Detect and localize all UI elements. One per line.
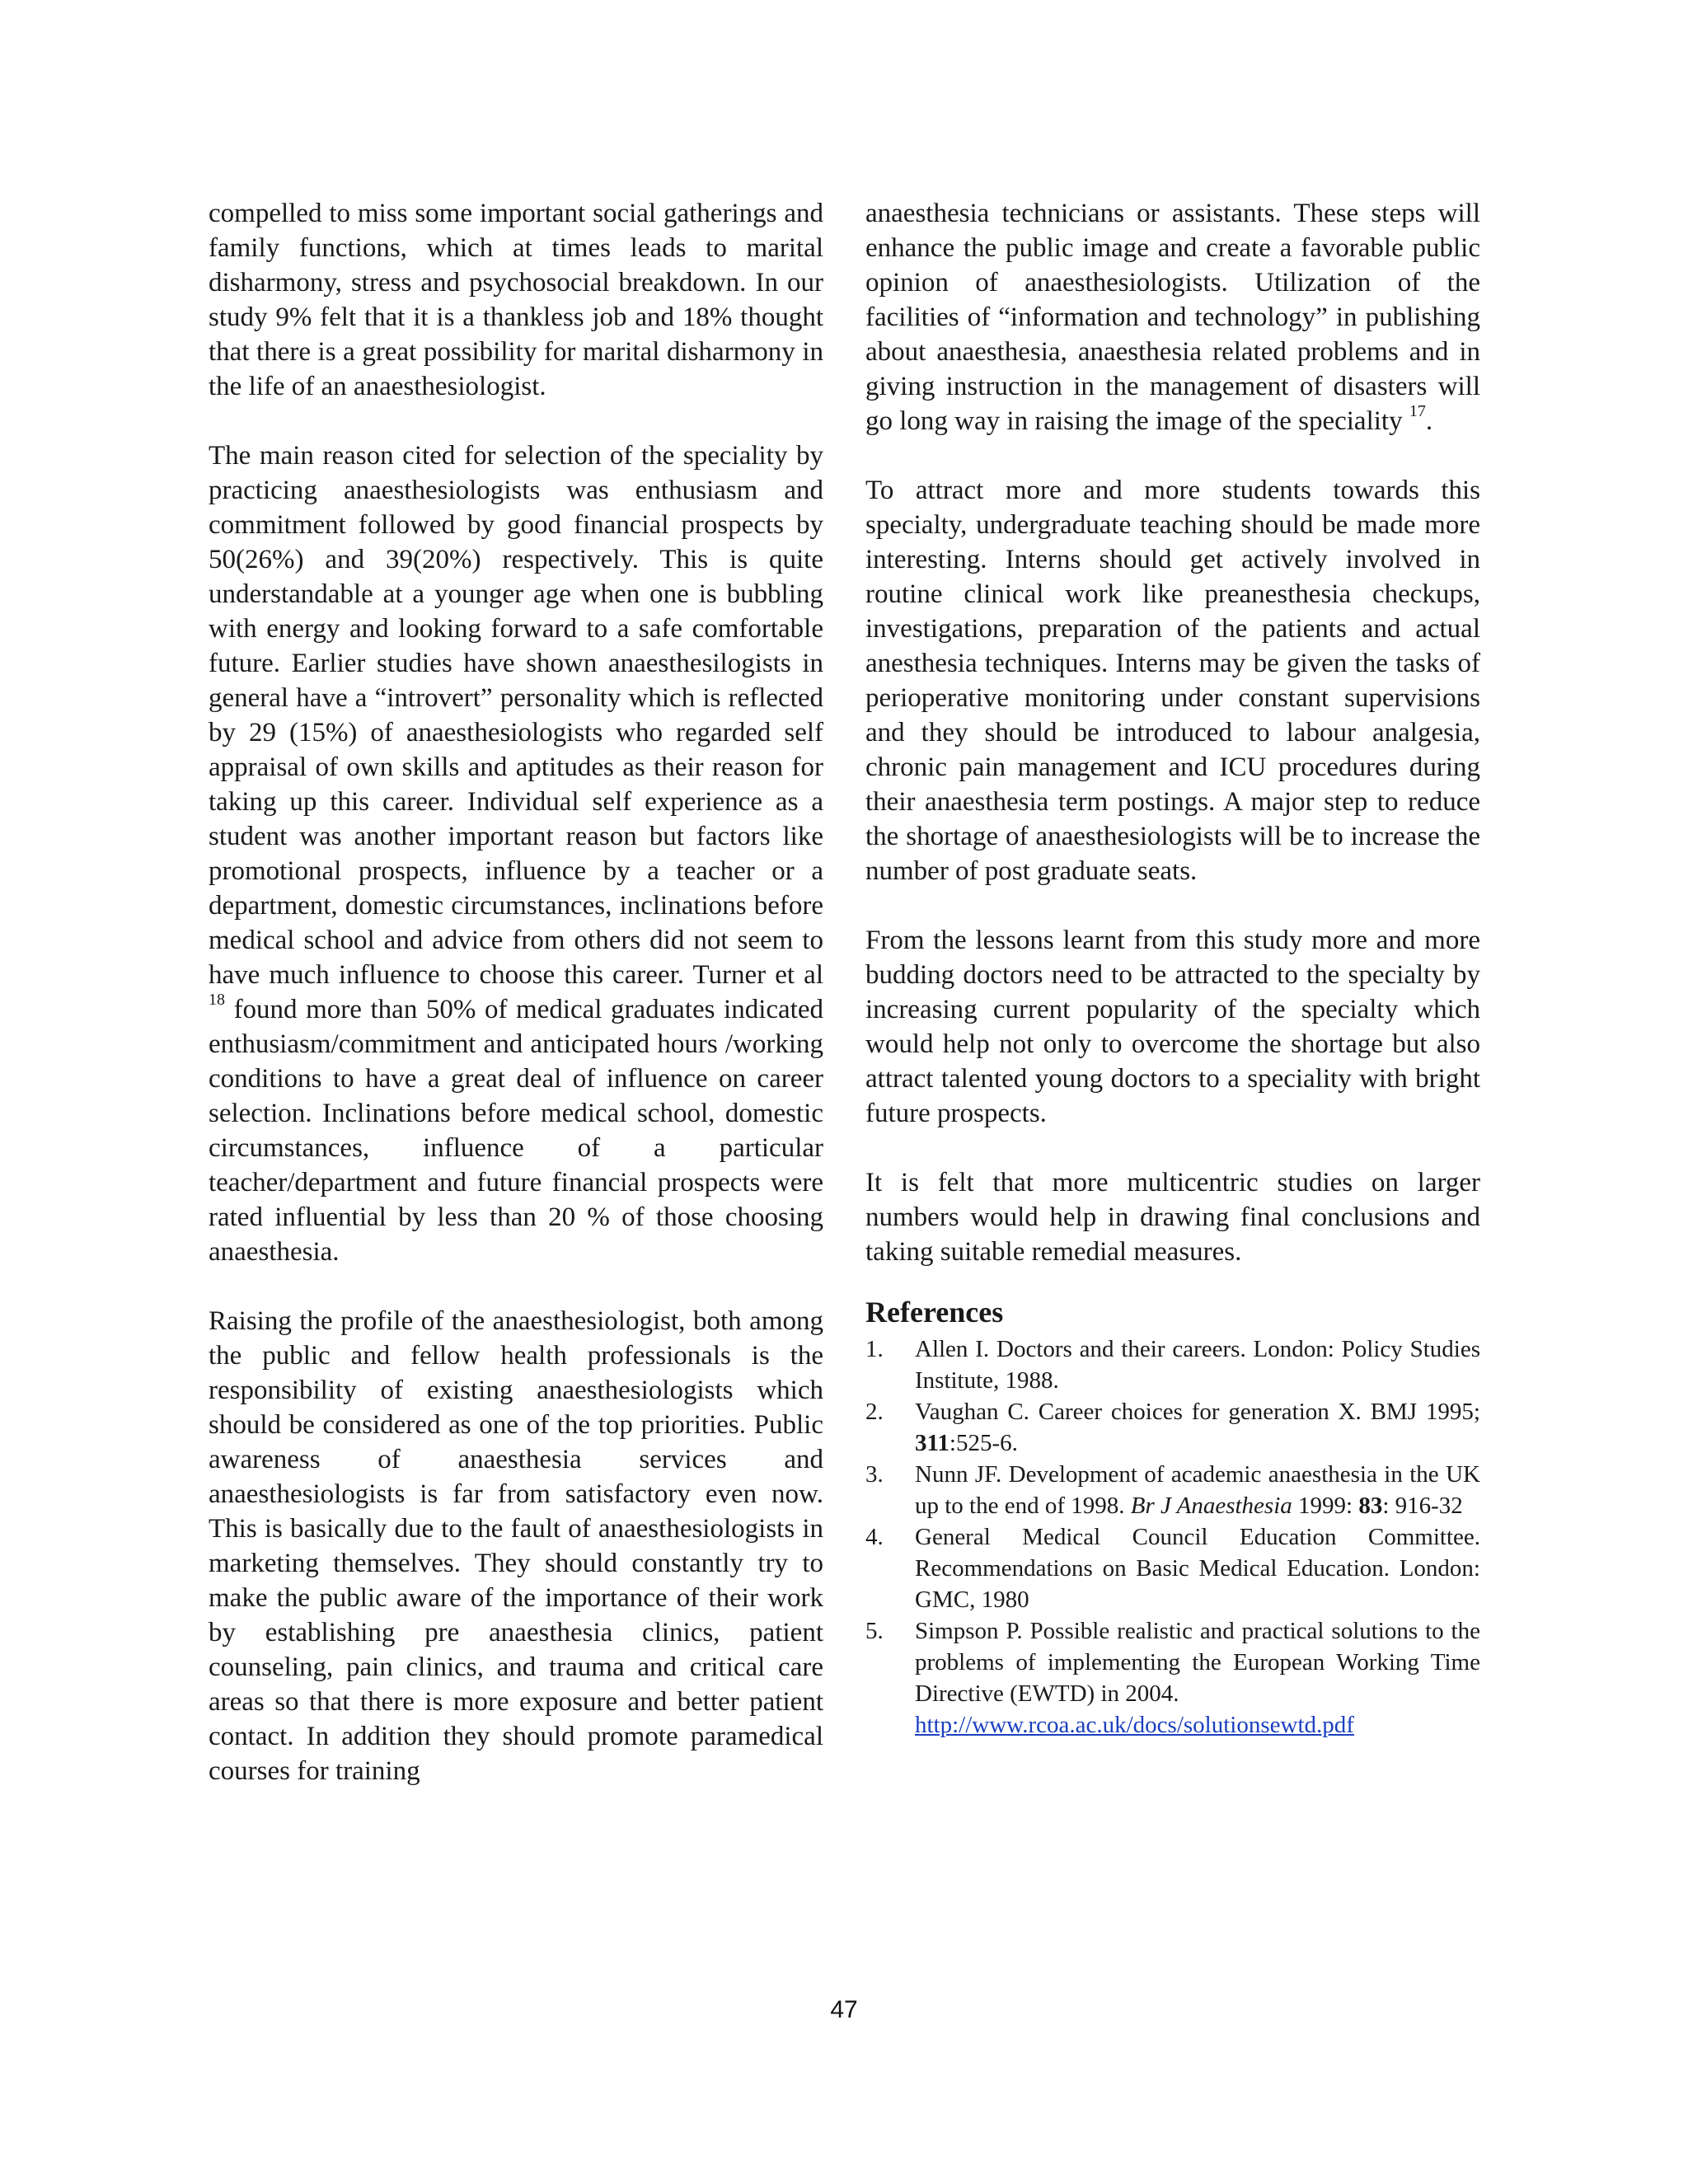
reference-item — [865, 1459, 1480, 1521]
reference-journal: Br J Anaesthesia — [1130, 1493, 1292, 1519]
paragraph-attract-students: To attract more and more students towards this specialty, undergraduate teaching should be made more interesting. Interns should get actively involved in routine clinical work like preanesthesia checkups, investigations, preparation of the patients and actual anesthesia techniques. Interns may be given the tasks of perioperative monitoring under constant supervisions and they should be introduced to labour analgesia, chronic pain management and ICU procedures during their anaesthesia term postings. A major step to reduce the shortage of anaesthesiologists will be to increase the number of post graduate seats. — [865, 476, 1480, 886]
reference-text: Allen I. Doctors and their careers. London: Policy Studies Institute, 1988. — [915, 1336, 1480, 1394]
paragraph-public-image — [865, 196, 1480, 438]
left-column — [209, 196, 823, 1788]
reference-item — [865, 1521, 1480, 1615]
reference-number: 1. — [865, 1336, 884, 1362]
reference-volume: 311 — [915, 1430, 950, 1456]
page-number: 47 — [830, 1996, 858, 2023]
right-column — [865, 196, 1480, 1741]
citation-superscript: 18 — [209, 991, 225, 1009]
citation-superscript: 17 — [1409, 402, 1426, 420]
reference-number: 3. — [865, 1461, 884, 1488]
paragraph-raising-profile: Raising the profile of the anaesthesiologist, both among the public and fellow health professionals is the responsibility of existing anaesthesiologists which should be considered as one of the top priorities. Public awareness of anaesthesia services and anaesthesiologists is far from satisfactory even now. This is basically due to the fault of anaesthesiologists in marketing themselves. They should constantly try to make the public aware of the importance of their work by establishing pre anaesthesia clinics, patient counseling, pain clinics, and trauma and critical care areas so that there is more exposure and better patient contact. In addition they should promote paramedical courses for training — [209, 1306, 823, 1786]
reference-text: : 916-32 — [1382, 1493, 1463, 1519]
reference-text: Simpson P. Possible realistic and practical solutions to the problems of implementing the European Working Time Directive (EWTD) in 2004. — [915, 1618, 1480, 1707]
paragraph-selection-reasons — [209, 438, 823, 1269]
reference-item — [865, 1615, 1480, 1741]
reference-url-link[interactable]: http://www.rcoa.ac.uk/docs/solutionsewtd.pdf — [915, 1712, 1354, 1738]
reference-number: 4. — [865, 1524, 884, 1550]
reference-text: Nunn JF. Development of academic anaesthesia in the UK up to the end of 1998. — [915, 1461, 1480, 1519]
reference-text: :525-6. — [949, 1430, 1018, 1456]
reference-number: 2. — [865, 1399, 884, 1425]
paragraph-text: found more than 50% of medical graduates indicated enthusiasm/commitment and anticipated hours /working conditions to have a great deal of influence on career selection. Inclinations before medical school, domestic circumstances, influence of a particular teacher/department and future financial prospects were rated influential by less than 20 % of those choosing anaesthesia. — [209, 995, 823, 1267]
reference-number: 5. — [865, 1618, 884, 1644]
references-heading: References — [865, 1296, 1004, 1329]
paragraph-lessons-learnt: From the lessons learnt from this study more and more budding doctors need to be attracted to the specialty by increasing current popularity of the specialty which would help not only to overcome the shortage but also attract talented young doctors to a speciality with bright future prospects. — [865, 926, 1480, 1128]
reference-text: General Medical Council Education Committee. Recommendations on Basic Medical Education. London: GMC, 1980 — [915, 1524, 1480, 1613]
references-list — [865, 1333, 1480, 1741]
reference-volume: 83 — [1358, 1493, 1383, 1519]
reference-item — [865, 1333, 1480, 1396]
reference-text: 1999: — [1292, 1493, 1359, 1519]
paragraph-text: anaesthesia technicians or assistants. These steps will enhance the public image and create a favorable public opinion of anaesthesiologists. Utilization of the facilities of “information and technology” in publishing about anaesthesia, anaesthesia related problems and in giving instruction in the management of disasters will go long way in raising the image of the speciality — [865, 199, 1480, 436]
paragraph-text: The main reason cited for selection of the speciality by practicing anaesthesiologists was enthusiasm and commitment followed by good financial prospects by 50(26%) and 39(20%) respectively. This is quite understandable at a younger age when one is bubbling with energy and looking forward to a safe comfortable future. Earlier studies have shown anaesthesilogists in general have a “introvert” personality which is reflected by 29 (15%) of anaesthesiologists who regarded self appraisal of own skills and aptitudes as their reason for taking up this career. Individual self experience as a student was another important reason but factors like promotional prospects, influence by a teacher or a department, domestic circumstances, inclinations before medical school and advice from others did not seem to have much influence to choose this career. Turner et al — [209, 441, 823, 990]
paragraph-multicentric-studies: It is felt that more multicentric studies on larger numbers would help in drawing final conclusions and taking suitable remedial measures. — [865, 1168, 1480, 1267]
reference-text: Vaughan C. Career choices for generation X. BMJ 1995; — [915, 1399, 1480, 1425]
paragraph-text: . — [1425, 406, 1433, 436]
paragraph-social-impact: compelled to miss some important social gatherings and family functions, which at times leads to marital disharmony, stress and psychosocial breakdown. In our study 9% felt that it is a thankless job and 18% thought that there is a great possibility for marital disharmony in the life of an anaesthesiologist. — [209, 199, 823, 401]
reference-item — [865, 1396, 1480, 1459]
